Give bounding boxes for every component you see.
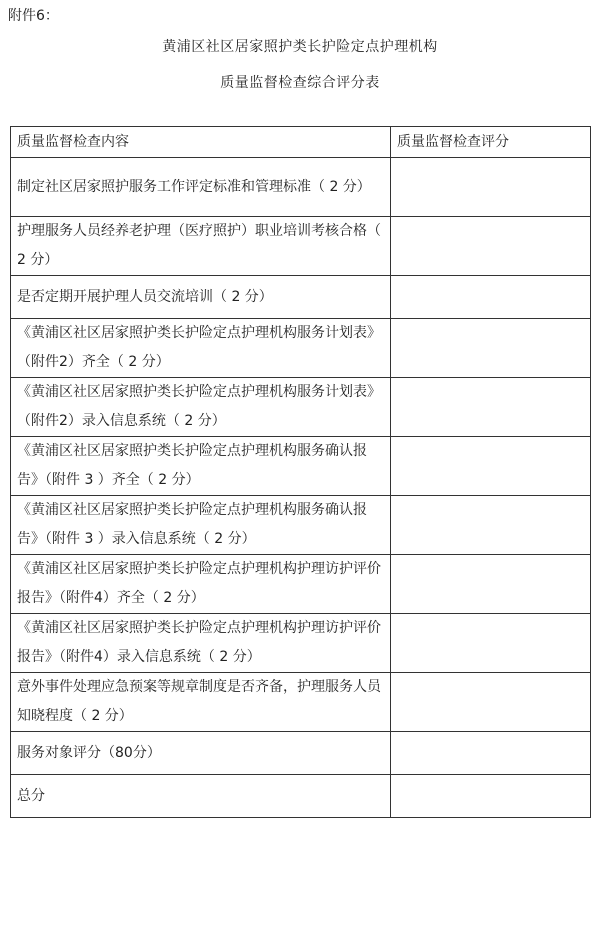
row-score-cell[interactable] <box>391 437 591 496</box>
row-content-cell: 《黄浦区社区居家照护类长护险定点护理机构服务计划表》（附件2）齐全（ 2 分） <box>11 319 391 378</box>
column-header-score: 质量监督检查评分 <box>391 127 591 158</box>
row-score-cell[interactable] <box>391 158 591 217</box>
table-row <box>11 496 591 555</box>
row-content-cell: 制定社区居家照护服务工作评定标准和管理标准（ 2 分） <box>11 158 391 217</box>
row-score-cell[interactable] <box>391 673 591 732</box>
row-score-cell[interactable] <box>391 775 591 818</box>
row-content-cell: 《黄浦区社区居家照护类长护险定点护理机构服务确认报告》（附件 3 ）录入信息系统（ 2 分） <box>11 496 391 555</box>
table-row <box>11 673 591 732</box>
table-row <box>11 732 591 775</box>
row-content-cell: 《黄浦区社区居家照护类长护险定点护理机构服务确认报告》（附件 3 ）齐全（ 2 分） <box>11 437 391 496</box>
table-row <box>11 217 591 276</box>
table-row <box>11 319 591 378</box>
table-row <box>11 437 591 496</box>
column-header-content: 质量监督检查内容 <box>11 127 391 158</box>
row-content-cell: 护理服务人员经养老护理（医疗照护）职业培训考核合格（ 2 分） <box>11 217 391 276</box>
row-content-cell: 是否定期开展护理人员交流培训（ 2 分） <box>11 276 391 319</box>
table-row <box>11 158 591 217</box>
document-title-line-2: 质量监督检查综合评分表 <box>220 75 380 91</box>
row-content-cell: 《黄浦区社区居家照护类长护险定点护理机构护理访护评价报告》（附件4）齐全（ 2 分） <box>11 555 391 614</box>
row-score-cell[interactable] <box>391 217 591 276</box>
score-table <box>10 126 591 818</box>
table-row <box>11 378 591 437</box>
row-content-cell: 《黄浦区社区居家照护类长护险定点护理机构护理访护评价报告》（附件4）录入信息系统（ 2 分） <box>11 614 391 673</box>
row-content-cell: 意外事件处理应急预案等规章制度是否齐备，护理服务人员知晓程度（ 2 分） <box>11 673 391 732</box>
row-score-cell[interactable] <box>391 614 591 673</box>
table-header-row <box>11 127 591 158</box>
row-score-cell[interactable] <box>391 319 591 378</box>
row-content-cell: 服务对象评分（80分） <box>11 732 391 775</box>
document-title-line-1: 黄浦区社区居家照护类长护险定点护理机构 <box>162 39 438 55</box>
table-row <box>11 775 591 818</box>
row-score-cell[interactable] <box>391 496 591 555</box>
row-score-cell[interactable] <box>391 378 591 437</box>
row-score-cell[interactable] <box>391 276 591 319</box>
table-row <box>11 614 591 673</box>
table-row <box>11 555 591 614</box>
attachment-label: 附件6： <box>8 8 59 24</box>
row-content-cell: 总分 <box>11 775 391 818</box>
row-score-cell[interactable] <box>391 555 591 614</box>
table-row <box>11 276 591 319</box>
row-content-cell: 《黄浦区社区居家照护类长护险定点护理机构服务计划表》（附件2）录入信息系统（ 2 分） <box>11 378 391 437</box>
row-score-cell[interactable] <box>391 732 591 775</box>
